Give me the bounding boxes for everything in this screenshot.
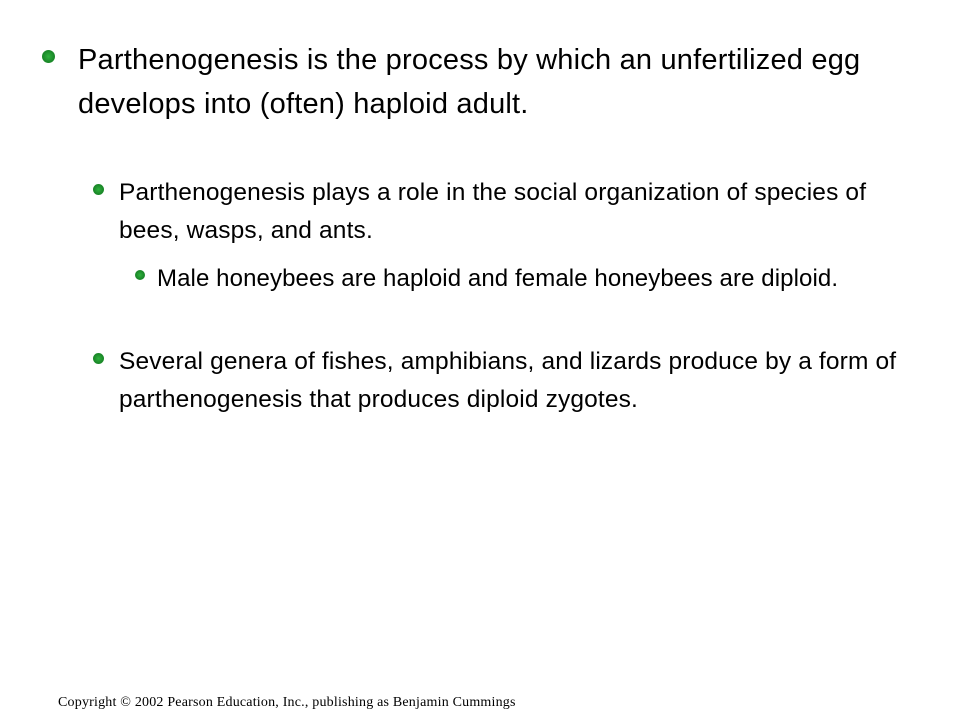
bullet-text: Several genera of fishes, amphibians, and lizards produce by a form of parthenogenesis that produces diploid zygotes. bbox=[119, 348, 897, 413]
bullet-text: Male honeybees are haploid and female honeybees are diploid. bbox=[157, 265, 839, 292]
copyright-footer: Copyright © 2002 Pearson Education, Inc., publishing as Benjamin Cummings bbox=[58, 695, 516, 710]
bullet-item-level-2 bbox=[93, 174, 923, 250]
green-circle-bullet-icon bbox=[42, 50, 55, 63]
green-circle-bullet-icon bbox=[93, 184, 104, 195]
green-circle-bullet-icon bbox=[135, 270, 145, 280]
bullet-item-level-3 bbox=[135, 260, 925, 298]
green-circle-bullet-icon bbox=[93, 353, 104, 364]
bullet-item-level-1 bbox=[42, 38, 922, 126]
bullet-text: Parthenogenesis plays a role in the social organization of species of bees, wasps, and ants. bbox=[119, 179, 867, 244]
bullet-text: Parthenogenesis is the process by which an unfertilized egg develops into (often) haploid adult. bbox=[78, 44, 861, 120]
bullet-item-level-2 bbox=[93, 343, 923, 419]
